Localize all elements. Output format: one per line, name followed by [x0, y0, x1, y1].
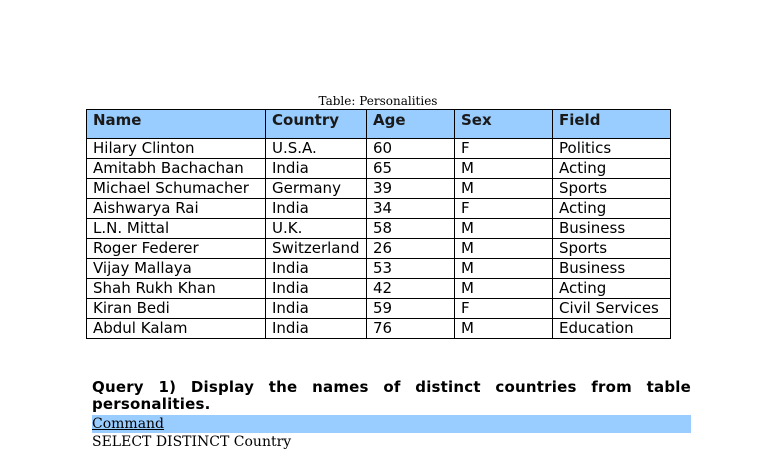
cell-sex: M: [455, 279, 553, 299]
table-row: [87, 159, 671, 179]
table-header-row: [87, 110, 671, 139]
cell-country: India: [266, 319, 367, 339]
cell-field: Acting: [553, 199, 671, 219]
cell-sex: M: [455, 239, 553, 259]
cell-age: 26: [367, 239, 455, 259]
column-header-age: Age: [367, 110, 455, 139]
column-header-name: Name: [87, 110, 266, 139]
cell-field: Civil Services: [553, 299, 671, 319]
cell-country: U.K.: [266, 219, 367, 239]
cell-country: India: [266, 259, 367, 279]
cell-sex: M: [455, 259, 553, 279]
cell-field: Acting: [553, 279, 671, 299]
cell-field: Business: [553, 219, 671, 239]
cell-field: Sports: [553, 239, 671, 259]
cell-age: 76: [367, 319, 455, 339]
cell-name: Roger Federer: [87, 239, 266, 259]
cell-name: Vijay Mallaya: [87, 259, 266, 279]
cell-country: India: [266, 159, 367, 179]
table-row: [87, 199, 671, 219]
column-header-country: Country: [266, 110, 367, 139]
cell-sex: M: [455, 219, 553, 239]
cell-country: U.S.A.: [266, 139, 367, 159]
cell-country: Germany: [266, 179, 367, 199]
cell-sex: F: [455, 139, 553, 159]
cell-name: Michael Schumacher: [87, 179, 266, 199]
cell-name: L.N. Mittal: [87, 219, 266, 239]
personalities-table: [86, 109, 671, 339]
cell-country: India: [266, 299, 367, 319]
cell-age: 59: [367, 299, 455, 319]
cell-sex: F: [455, 299, 553, 319]
cell-age: 39: [367, 179, 455, 199]
cell-country: India: [266, 279, 367, 299]
cell-sex: M: [455, 179, 553, 199]
table-row: [87, 139, 671, 159]
cell-age: 42: [367, 279, 455, 299]
cell-field: Business: [553, 259, 671, 279]
cell-field: Politics: [553, 139, 671, 159]
cell-sex: M: [455, 319, 553, 339]
cell-sex: M: [455, 159, 553, 179]
cell-age: 60: [367, 139, 455, 159]
table-row: [87, 279, 671, 299]
cell-name: Aishwarya Rai: [87, 199, 266, 219]
table-row: [87, 299, 671, 319]
cell-country: India: [266, 199, 367, 219]
cell-sex: F: [455, 199, 553, 219]
cell-age: 65: [367, 159, 455, 179]
table-row: [87, 219, 671, 239]
table-row: [87, 179, 671, 199]
cell-field: Sports: [553, 179, 671, 199]
column-header-sex: Sex: [455, 110, 553, 139]
cell-name: Shah Rukh Khan: [87, 279, 266, 299]
cell-field: Acting: [553, 159, 671, 179]
command-label-bar: [92, 415, 691, 433]
table-row: [87, 319, 671, 339]
table-row: [87, 259, 671, 279]
cell-name: Kiran Bedi: [87, 299, 266, 319]
cell-country: Switzerland: [266, 239, 367, 259]
cell-name: Abdul Kalam: [87, 319, 266, 339]
cell-age: 34: [367, 199, 455, 219]
command-label: Command: [92, 416, 165, 432]
cell-age: 53: [367, 259, 455, 279]
cell-name: Hilary Clinton: [87, 139, 266, 159]
query-heading: Query 1) Display the names of distinct countries from table personalities.: [92, 378, 691, 413]
cell-age: 58: [367, 219, 455, 239]
sql-command: SELECT DISTINCT Country: [92, 434, 292, 450]
cell-field: Education: [553, 319, 671, 339]
table-row: [87, 239, 671, 259]
column-header-field: Field: [553, 110, 671, 139]
cell-name: Amitabh Bachachan: [87, 159, 266, 179]
table-caption: Table: Personalities: [318, 94, 438, 108]
